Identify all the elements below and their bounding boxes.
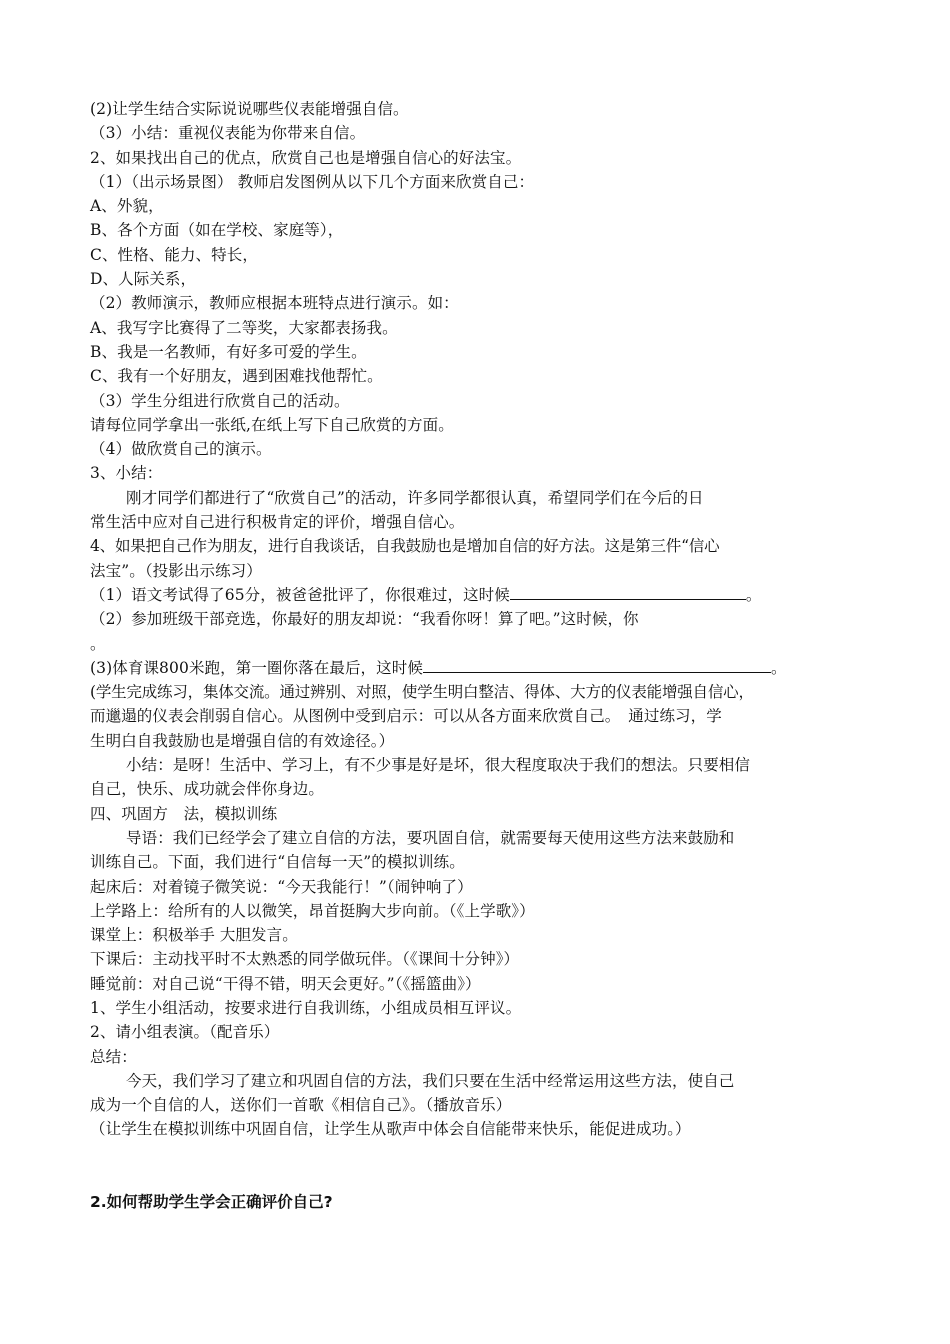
answer-blank xyxy=(423,657,771,673)
text-line: 2、请小组表演。（配音乐） xyxy=(90,1023,280,1042)
text-line: 法宝”。（投影出示练习） xyxy=(90,561,262,580)
text-line: C、性格、能力、特长， xyxy=(90,245,258,264)
exercise-end-mark: 。 xyxy=(770,658,787,677)
document-body xyxy=(90,97,870,1214)
text-line: B、我是一名教师，有好多可爱的学生。 xyxy=(90,342,367,361)
text-line: （4）做欣赏自己的演示。 xyxy=(90,440,272,459)
text-line: A、我写字比赛得了二等奖，大家都表扬我。 xyxy=(90,318,398,337)
text-line: 。 xyxy=(90,634,106,653)
text-line: （3）学生分组进行欣赏自己的活动。 xyxy=(90,391,350,410)
text-line: （2）参加班级干部竞选，你最好的朋友却说：“我看你呀！算了吧。”这时候，你 xyxy=(90,610,639,629)
text-line: 3、小结： xyxy=(90,464,163,483)
section-heading: 四、巩固方 法，模拟训练 xyxy=(90,804,278,823)
text-line: 训练自己。下面，我们进行“自信每一天”的模拟训练。 xyxy=(90,853,465,872)
text-line: 自己，快乐、成功就会伴你身边。 xyxy=(90,780,325,799)
text-line: 起床后：对着镜子微笑说：“今天我能行！”（闹钟响了） xyxy=(90,877,473,896)
text-line: D、人际关系， xyxy=(90,270,197,289)
text-line: （让学生在模拟训练中巩固自信，让学生从歌声中体会自信能带来快乐，能促进成功。） xyxy=(90,1120,691,1139)
text-line: 下课后：主动找平时不太熟悉的同学做玩伴。（《课间十分钟》） xyxy=(90,950,520,969)
exercise-line-1 xyxy=(90,583,870,607)
text-line: 而邋遢的仪表会削弱自信心。从图例中受到启示：可以从各方面来欣赏自己。 通过练习，学 xyxy=(90,707,722,726)
exercise-prompt: （1）语文考试得了65分，被爸爸批评了，你很难过，这时候 xyxy=(90,585,510,604)
text-line: 上学路上：给所有的人以微笑，昂首挺胸大步向前。（《上学歌》） xyxy=(90,901,535,920)
text-line: 2、如果找出自己的优点，欣赏自己也是增强自信心的好法宝。 xyxy=(90,148,522,167)
spacer xyxy=(90,1142,870,1190)
text-line: 生明白自我鼓励也是增强自信的有效途径。） xyxy=(90,731,395,750)
text-line: 成为一个自信的人，送你们一首歌《相信自己》。（播放音乐） xyxy=(90,1096,512,1115)
text-line: 课堂上：积极举手 大胆发言。 xyxy=(90,926,298,945)
text-line: （3）小结：重视仪表能为你带来自信。 xyxy=(90,124,366,143)
text-line: （1）（出示场景图） 教师启发图例从以下几个方面来欣赏自己： xyxy=(90,172,535,191)
text-line: 1、学生小组活动，按要求进行自我训练，小组成员相互评议。 xyxy=(90,998,522,1017)
text-line: A、外貌， xyxy=(90,197,164,216)
text-line: 常生活中应对自己进行积极肯定的评价，增强自信心。 xyxy=(90,513,465,532)
exercise-prompt: (3)体育课800米跑，第一圈你落在最后，这时候 xyxy=(90,658,423,677)
text-line: (学生完成练习，集体交流。通过辨别、对照，使学生明白整洁、得体、大方的仪表能增强自信心， xyxy=(90,683,754,702)
text-line: 导语：我们已经学会了建立自信的方法，要巩固自信，就需要每天使用这些方法来鼓励和 xyxy=(126,828,735,847)
question-heading: 2.如何帮助学生学会正确评价自己? xyxy=(90,1192,333,1211)
exercise-line-3 xyxy=(90,656,870,680)
text-line: 总结： xyxy=(90,1047,137,1066)
text-line: 今天，我们学习了建立和巩固自信的方法，我们只要在生活中经常运用这些方法，使自己 xyxy=(126,1071,735,1090)
text-line: 睡觉前：对自己说“干得不错，明天会更好。”（《摇篮曲》） xyxy=(90,974,481,993)
text-line: 小结：是呀！生活中、学习上，有不少事是好是坏，很大程度取决于我们的想法。只要相信 xyxy=(126,756,751,775)
text-line: 4、如果把自己作为朋友，进行自我谈话，自我鼓励也是增加自信的好方法。这是第三件“信心 xyxy=(90,537,720,556)
text-line: （2）教师演示，教师应根据本班特点进行演示。如： xyxy=(90,294,459,313)
exercise-end-mark: 。 xyxy=(745,585,762,604)
text-line: C、我有一个好朋友，遇到困难找他帮忙。 xyxy=(90,367,383,386)
text-line: 刚才同学们都进行了“欣赏自己”的活动，许多同学都很认真，希望同学们在今后的日 xyxy=(126,488,704,507)
text-line: 请每位同学拿出一张纸,在纸上写下自己欣赏的方面。 xyxy=(90,415,454,434)
answer-blank xyxy=(510,584,746,600)
text-line: (2)让学生结合实际说说哪些仪表能增强自信。 xyxy=(90,100,409,118)
text-line: B、各个方面（如在学校、家庭等）， xyxy=(90,221,344,240)
